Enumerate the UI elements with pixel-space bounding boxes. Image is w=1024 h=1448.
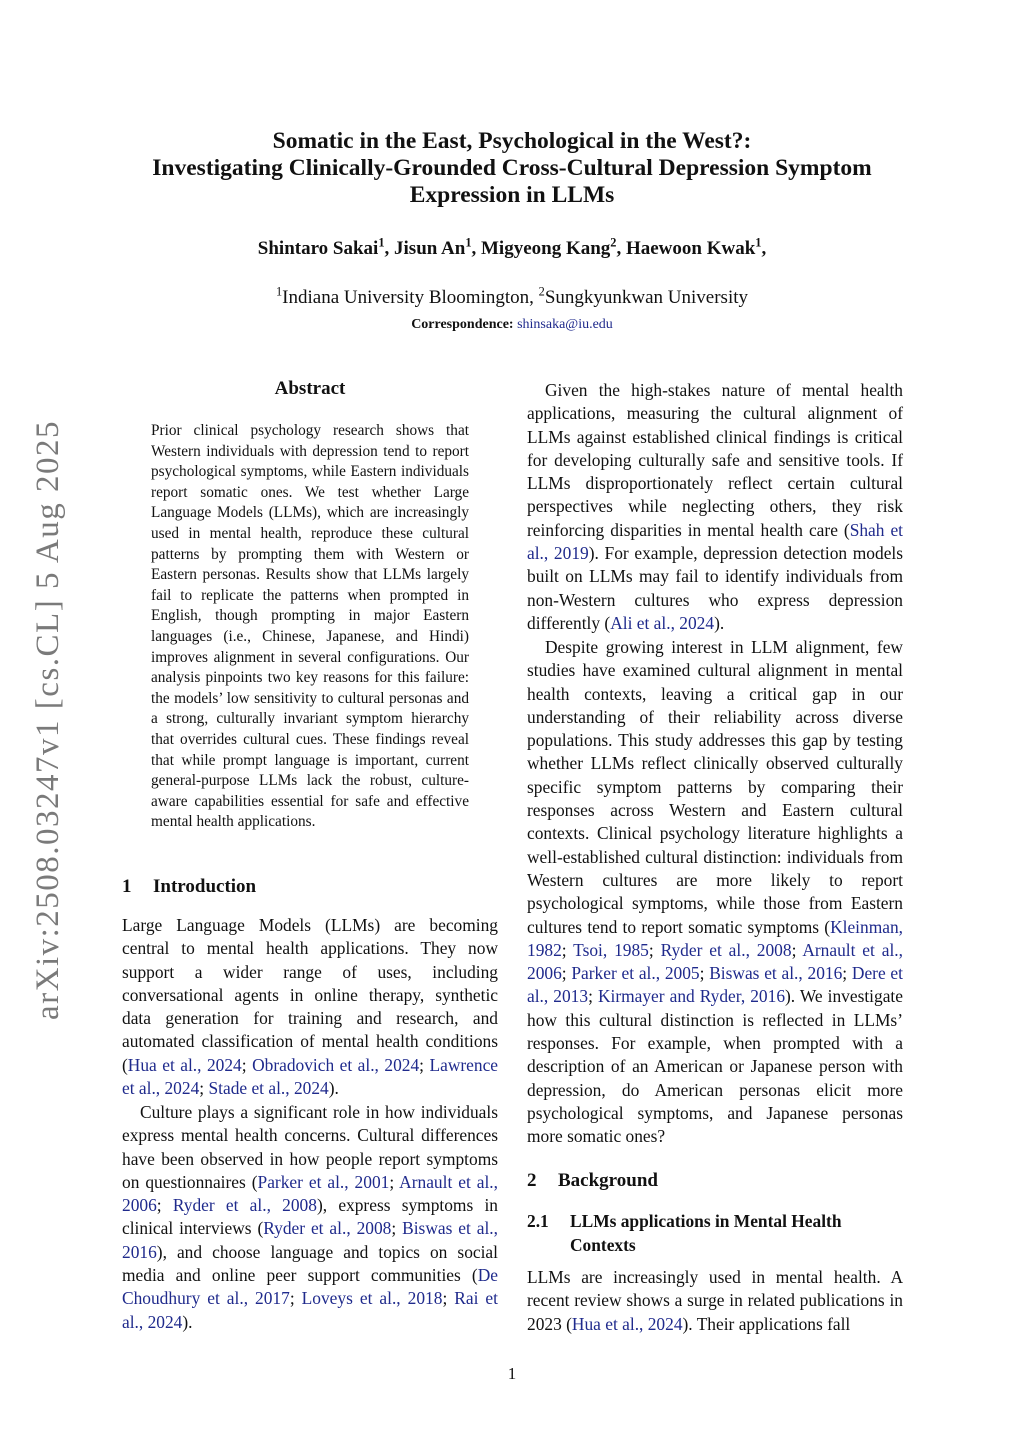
body-text: ; xyxy=(561,963,572,984)
body-text: ; xyxy=(648,939,661,960)
body-text: LLMs are increasingly used in mental health. A recent review shows a surge in related publications in 2023 ( xyxy=(527,1267,903,1334)
body-text: ). We investigate how this cultural distinction is reflected in LLMs’ responses. For example, when prompted with a description of an American or Japanese person with depression, do American personas elicit more psychological symptoms, and Japanese personas more somatic ones? xyxy=(527,986,903,1147)
body-text: ), and choose language and topics on social media and online peer support communities ( xyxy=(122,1241,498,1286)
abstract-text: Prior clinical psychology research shows that Western individuals with depression tend to report psychological symptoms, while Eastern individuals report somatic ones. We test whether Large Language Models (LLMs), which are increasingly used in mental health, reproduce these cultural patterns by prompting them with Western or Eastern personas. Results show that LLMs largely fail to replicate the patterns when prompted in English, though prompting in major Eastern languages (i.e., Chinese, Japanese, and Hindi) improves alignment in several configurations. Our analysis pinpoints two key reasons for this failure: the models’ low sensitivity to cultural personas and a strong, culturally invariant symptom hierarchy that overrides cultural cues. These findings reveal that while prompt language is important, current general-purpose LLMs lack the robust, culture-aware capabilities essential for safe and effective mental health applications. xyxy=(151,422,469,831)
body-text: ). For example, depression detection models built on LLMs may fail to identify individuals from non-Western cultures who express depression differently ( xyxy=(527,543,904,633)
body-text: Given the high-stakes nature of mental health applications, measuring the cultural alignment of LLMs against established clinical findings is critical for developing culturally safe and sensitive tools. If LLMs disproportionately reflect certain cultural perspectives while neglecting others, they risk reinforcing disparities in mental health care ( xyxy=(527,380,903,540)
body-text: ). xyxy=(714,612,725,633)
citation-link[interactable]: Parker et al., 2005 xyxy=(571,963,700,984)
intro-paragraph-4 xyxy=(527,636,903,1149)
citation-link[interactable]: Ali et al., 2024 xyxy=(610,612,715,633)
citation-link[interactable]: Tsoi, 1985 xyxy=(573,939,649,960)
citation-link[interactable]: Dere et al., 2013 xyxy=(527,963,903,1007)
body-text: ; xyxy=(699,963,710,984)
intro-paragraph-1 xyxy=(122,914,498,1100)
citation-link[interactable]: De Choudhury et al., 2017 xyxy=(122,1265,498,1309)
body-text: ; xyxy=(419,1054,430,1075)
intro-paragraph-3 xyxy=(527,379,903,635)
body-text: ; xyxy=(588,986,598,1007)
body-text: Despite growing interest in LLM alignment, few studies have examined cultural alignment in mental health contexts, leaving a critical gap in our understanding of their reliability across diverse populations. This study addresses this gap by testing whether LLMs reflect clinically observed culturally specific symptom patterns by comparing their responses across Western and Eastern cultural contexts. Clinical psychology literature highlights a well-established cultural distinction: individuals from Western cultures are more likely to report psychological symptoms, while those from Eastern cultures tend to report somatic symptoms ( xyxy=(527,637,903,937)
citation-link[interactable]: Loveys et al., 2018 xyxy=(301,1288,443,1309)
author-name: Shintaro Sakai xyxy=(257,238,379,259)
author-affiliation-mark: 1 xyxy=(755,235,762,250)
citation-link[interactable]: Kleinman, 1982 xyxy=(527,916,903,960)
arxiv-identifier: arXiv:2508.03247v1 [cs.CL] 5 Aug 2025 xyxy=(30,420,66,1020)
affiliation-name: Indiana University Bloomington xyxy=(282,287,530,308)
abstract-heading: Abstract xyxy=(274,378,346,399)
correspondence xyxy=(0,317,1024,333)
author-name: Jisun An xyxy=(394,238,466,259)
body-text: ; xyxy=(791,939,803,960)
intro-paragraph-2 xyxy=(122,1101,498,1334)
citation-link[interactable]: Arnault et al., 2006 xyxy=(527,939,903,984)
citation-link[interactable]: Obradovich et al., 2024 xyxy=(252,1054,420,1075)
citation-link[interactable]: Hua et al., 2024 xyxy=(127,1054,242,1075)
author-affiliation-mark: 1 xyxy=(465,235,472,250)
correspondence-email-link[interactable]: shinsaka@iu.edu xyxy=(517,317,613,332)
body-text: ; xyxy=(241,1054,253,1075)
body-text: ; xyxy=(842,963,852,984)
author-name: Haewoon Kwak xyxy=(625,238,756,259)
title-line-2: Investigating Clinically-Grounded Cross-Cultural Depression Symptom xyxy=(152,155,872,181)
citation-link[interactable]: Kirmayer and Ryder, 2016 xyxy=(597,986,786,1007)
body-text: ). xyxy=(328,1078,339,1099)
body-text: ; xyxy=(442,1288,455,1309)
affiliation-name: Sungkyunkwan University xyxy=(544,287,748,308)
citation-link[interactable]: Lawrence et al., 2024 xyxy=(122,1054,499,1099)
section-heading-introduction: 1 Introduction xyxy=(122,876,257,897)
correspondence-label: Correspondence: xyxy=(411,317,514,332)
title-line-3: Expression in LLMs xyxy=(409,182,615,208)
citation-link[interactable]: Ryder et al., 2008 xyxy=(263,1218,392,1239)
body-text: Large Language Models (LLMs) are becoming central to mental health applications. They now support a wider range of uses, including conversational agents in online therapy, synthetic data generation for training and research, and automated classification of mental health conditions ( xyxy=(122,915,498,1075)
citation-link[interactable]: Parker et al., 2001 xyxy=(257,1171,390,1192)
subsection-heading-llm-applications: 2.1 LLMs applications in Mental Health Contexts xyxy=(527,1211,842,1255)
citation-link[interactable]: Ryder et al., 2008 xyxy=(660,939,792,960)
body-text: ; xyxy=(391,1218,403,1239)
citation-link[interactable]: Biswas et al., 2016 xyxy=(709,963,843,984)
body-text: Culture plays a significant role in how individuals express mental health concerns. Cultural differences have been observed in how people report symptoms on questionnaires ( xyxy=(122,1102,498,1192)
author-list: Shintaro Sakai$^1$, Jisun An$^1$, Migyeong Kang$^2$, Haewoon Kwak$^1$, xyxy=(257,235,767,259)
author-name: Migyeong Kang xyxy=(480,238,611,259)
citation-link[interactable]: Hua et al., 2024 xyxy=(571,1313,683,1334)
body-text: ). Their applications fall xyxy=(682,1313,851,1334)
body-text: ; xyxy=(561,939,574,960)
citation-link[interactable]: Ryder et al., 2008 xyxy=(172,1195,317,1216)
body-text: ; xyxy=(199,1078,209,1099)
citation-link[interactable]: Rai et al., 2024 xyxy=(122,1288,498,1332)
author-affiliation-mark: 2 xyxy=(610,235,617,250)
body-text: ; xyxy=(289,1288,302,1309)
body-text: ; xyxy=(389,1171,400,1192)
citation-link[interactable]: Arnault et al., 2006 xyxy=(122,1171,498,1216)
author-affiliation-mark: 1 xyxy=(378,235,385,250)
body-text: ). xyxy=(182,1311,193,1332)
section-heading-background: 2 Background xyxy=(527,1170,658,1191)
background-paragraph-1 xyxy=(527,1266,903,1336)
body-text: ), express symptoms in clinical interviews ( xyxy=(122,1195,498,1239)
affiliations: $^1$Indiana University Bloomington, $^2$Sungkyunkwan University xyxy=(275,284,748,308)
citation-link[interactable]: Stade et al., 2024 xyxy=(208,1078,329,1099)
citation-link[interactable]: Biswas et al., 2016 xyxy=(122,1218,498,1262)
body-text: ; xyxy=(156,1195,173,1216)
page-number: 1 xyxy=(507,1364,517,1383)
title-line-1: Somatic in the East, Psychological in the West?: xyxy=(272,128,752,154)
citation-link[interactable]: Shah et al., 2019 xyxy=(527,519,903,564)
paper-title xyxy=(0,128,1024,209)
